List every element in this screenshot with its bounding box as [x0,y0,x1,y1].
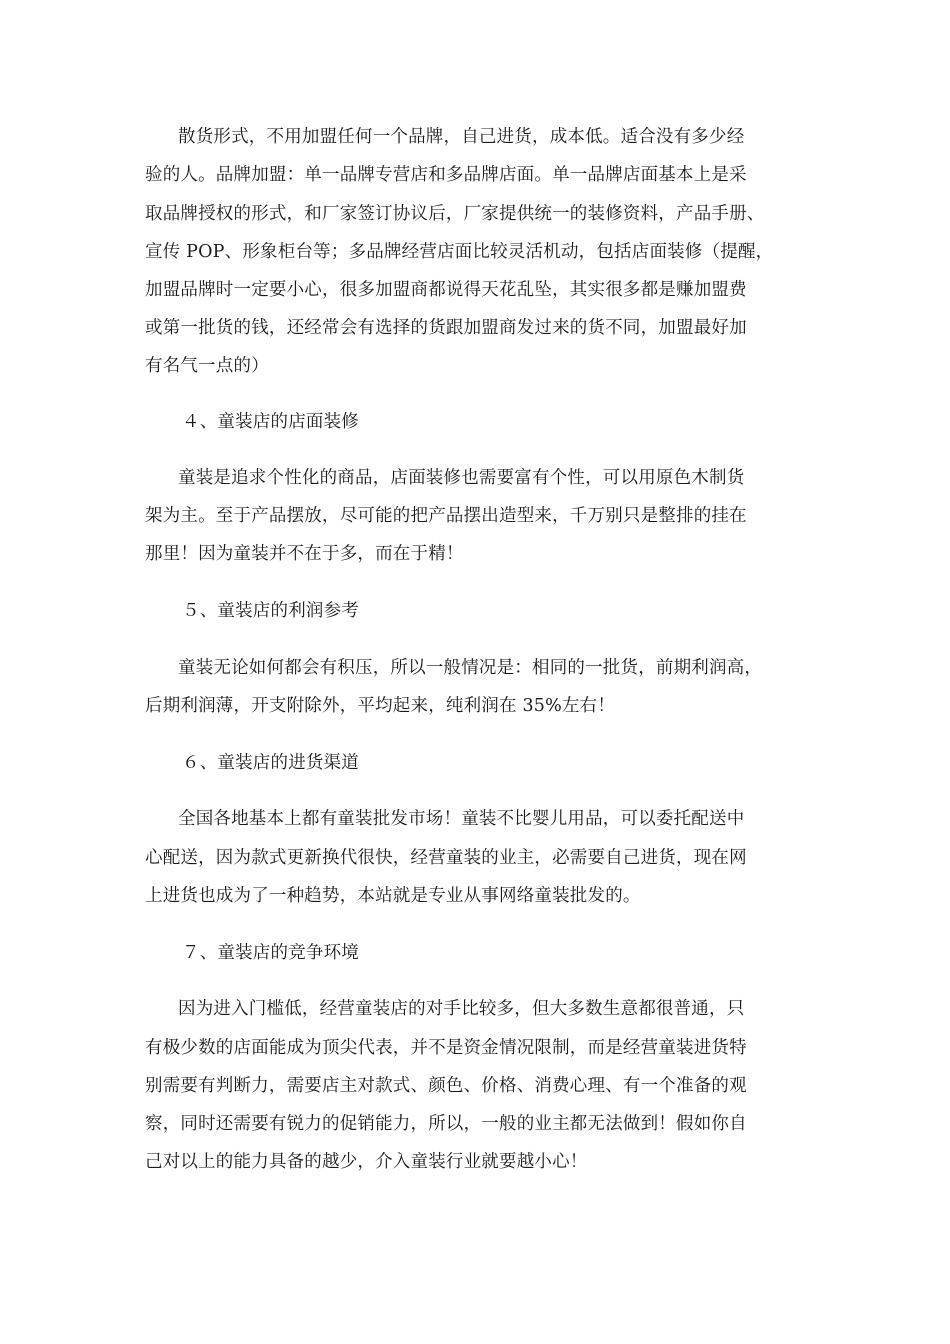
paragraph-line: 有极少数的店面能成为顶尖代表，并不是资金情况限制，而是经营童装进货特 [145,1038,747,1058]
paragraph-line: 取品牌授权的形式，和厂家签订协议后，厂家提供统一的装修资料，产品手册、 [145,204,765,224]
paragraph-line: 后期利润薄，开支附除外，平均起来，纯利润在 35%左右！ [145,696,616,716]
paragraph-line: 或第一批货的钱，还经常会有选择的货跟加盟商发过来的货不同，加盟最好加 [145,318,747,338]
paragraph-line: 别需要有判断力，需要店主对款式、颜色、价格、消费心理、有一个准备的观 [145,1076,747,1096]
paragraph-line: 全国各地基本上都有童装批发市场！童装不比婴儿用品，可以委托配送中 [178,809,745,829]
section-heading: ７、童装店的竞争环境 [182,943,359,963]
paragraph-line: 散货形式，不用加盟任何一个品牌，自己进货，成本低。适合没有多少经 [178,127,745,147]
paragraph-line: 己对以上的能力具备的越少，介入童装行业就要越小心！ [145,1152,588,1172]
paragraph-line: 童装无论如何都会有积压，所以一般情况是：相同的一批货，前期利润高， [178,658,763,678]
paragraph-line: 验的人。品牌加盟：单一品牌专营店和多品牌店面。单一品牌店面基本上是采 [145,165,747,185]
section-heading: ４、童装店的店面装修 [182,412,359,432]
paragraph-line: 宣传 POP、形象柜台等；多品牌经营店面比较灵活机动，包括店面装修（提醒， [145,242,774,262]
paragraph-line: 上进货也成为了一种趋势，本站就是专业从事网络童装批发的。 [145,886,641,906]
section-heading: ５、童装店的利润参考 [182,601,359,621]
paragraph-line: 童装是追求个性化的商品，店面装修也需要富有个性，可以用原色木制货 [178,468,745,488]
paragraph-line: 有名气一点的） [145,356,269,376]
paragraph-line: 架为主。至于产品摆放，尽可能的把产品摆出造型来，千万别只是整排的挂在 [145,506,747,526]
paragraph-line: 察，同时还需要有锐力的促销能力，所以，一般的业主都无法做到！假如你自 [145,1114,747,1134]
paragraph-line: 心配送，因为款式更新换代很快，经营童装的业主，必需要自己进货，现在网 [145,848,747,868]
paragraph-line: 那里！因为童装并不在于多，而在于精！ [145,544,464,564]
paragraph-line: 因为进入门槛低，经营童装店的对手比较多，但大多数生意都很普通，只 [178,999,745,1019]
paragraph-line: 加盟品牌时一定要小心，很多加盟商都说得天花乱坠，其实很多都是赚加盟费 [145,280,747,300]
section-heading: ６、童装店的进货渠道 [182,753,359,773]
